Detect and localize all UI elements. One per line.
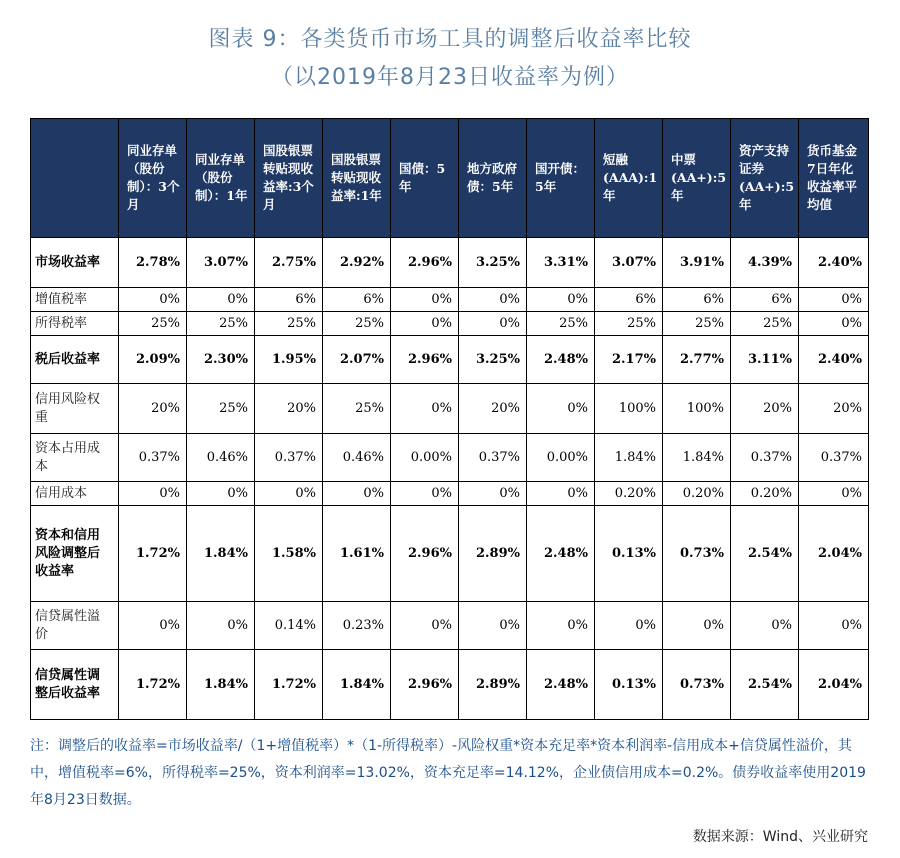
table-cell: 3.25% [459, 336, 527, 384]
table-cell: 25% [323, 312, 391, 336]
table-cell: 4.39% [731, 238, 799, 288]
table-cell: 0.00% [527, 434, 595, 482]
row-label: 信贷属性溢价 [31, 602, 119, 650]
table-cell: 0% [255, 482, 323, 506]
table-cell: 0.73% [663, 650, 731, 720]
table-cell: 0% [527, 384, 595, 434]
column-header: 国股银票转贴现收益率:3个月 [255, 119, 323, 238]
table-cell: 1.84% [187, 506, 255, 602]
table-cell: 6% [595, 288, 663, 312]
table-cell: 25% [119, 312, 187, 336]
table-cell: 100% [595, 384, 663, 434]
table-cell: 0.23% [323, 602, 391, 650]
table-row [31, 312, 869, 336]
table-cell: 2.48% [527, 336, 595, 384]
table-cell: 2.77% [663, 336, 731, 384]
table-cell: 0% [799, 602, 869, 650]
table-row [31, 650, 869, 720]
table-cell: 0% [119, 602, 187, 650]
table-cell: 20% [119, 384, 187, 434]
table-cell: 25% [255, 312, 323, 336]
table-cell: 20% [255, 384, 323, 434]
table-cell: 1.84% [187, 650, 255, 720]
table-cell: 25% [731, 312, 799, 336]
table-cell: 0% [391, 602, 459, 650]
table-cell: 2.17% [595, 336, 663, 384]
table-cell: 1.95% [255, 336, 323, 384]
column-header: 短融(AAA):1年 [595, 119, 663, 238]
table-cell: 0% [459, 312, 527, 336]
table-cell: 0% [799, 482, 869, 506]
table-cell: 0% [459, 288, 527, 312]
table-cell: 0.46% [323, 434, 391, 482]
table-cell: 0% [119, 288, 187, 312]
table-cell: 0% [663, 602, 731, 650]
table-cell: 0% [799, 288, 869, 312]
column-header: 同业存单（股份制）：3个月 [119, 119, 187, 238]
footnote: 注：调整后的收益率=市场收益率/（1+增值税率）*（1-所得税率）-风险权重*资本充足率*资本利润率-信用成本+信贷属性溢价，其中，增值税率=6%，所得税率=25%，资本利润率=13.02%，资本充足率=14.12%，企业债信用成本=0.2%。债券收益率使用2019年8月23日数据。 [30, 738, 866, 808]
table-cell: 2.48% [527, 650, 595, 720]
table-cell: 6% [323, 288, 391, 312]
table-cell: 2.07% [323, 336, 391, 384]
table-cell: 0.73% [663, 506, 731, 602]
page-subtitle: （以2019年8月23日收益率为例） [271, 65, 629, 90]
table-cell: 2.96% [391, 650, 459, 720]
table-cell: 2.75% [255, 238, 323, 288]
table-cell: 0.13% [595, 506, 663, 602]
column-header: 国债：5年 [391, 119, 459, 238]
table-cell: 3.91% [663, 238, 731, 288]
table-cell: 25% [323, 384, 391, 434]
table-cell: 0.20% [663, 482, 731, 506]
table-row [31, 336, 869, 384]
column-header: 资产支持证券(AA+):5年 [731, 119, 799, 238]
table-cell: 0% [799, 312, 869, 336]
row-label: 信用风险权重 [31, 384, 119, 434]
table-cell: 20% [459, 384, 527, 434]
row-label: 信贷属性调整后收益率 [31, 650, 119, 720]
table-cell: 25% [527, 312, 595, 336]
table-cell: 3.07% [595, 238, 663, 288]
table-cell: 2.78% [119, 238, 187, 288]
table-cell: 0.37% [799, 434, 869, 482]
row-label: 增值税率 [31, 288, 119, 312]
table-cell: 25% [187, 384, 255, 434]
table-cell: 3.31% [527, 238, 595, 288]
table-cell: 2.54% [731, 506, 799, 602]
table-cell: 3.25% [459, 238, 527, 288]
table-cell: 0% [391, 482, 459, 506]
table-row [31, 288, 869, 312]
table-cell: 0.14% [255, 602, 323, 650]
table-cell: 1.72% [119, 506, 187, 602]
table-cell: 0% [187, 602, 255, 650]
table-cell: 2.30% [187, 336, 255, 384]
table-cell: 0.20% [595, 482, 663, 506]
table-cell: 2.89% [459, 506, 527, 602]
table-cell: 2.48% [527, 506, 595, 602]
table-cell: 1.72% [119, 650, 187, 720]
column-header: 货币基金7日年化收益率平均值 [799, 119, 869, 238]
table-cell: 0% [187, 288, 255, 312]
table-cell: 20% [731, 384, 799, 434]
data-source: 数据来源：Wind、兴业研究 [692, 829, 868, 845]
table-cell: 0% [119, 482, 187, 506]
table-cell: 3.11% [731, 336, 799, 384]
column-header: 地方政府债：5年 [459, 119, 527, 238]
table-cell: 2.40% [799, 336, 869, 384]
table-cell: 25% [663, 312, 731, 336]
table-cell: 2.89% [459, 650, 527, 720]
column-header: 国股银票转贴现收益率:1年 [323, 119, 391, 238]
table-cell: 2.09% [119, 336, 187, 384]
table-row [31, 602, 869, 650]
table-cell: 6% [663, 288, 731, 312]
table-cell: 0.00% [391, 434, 459, 482]
table-cell: 0.37% [255, 434, 323, 482]
table-cell: 0% [459, 482, 527, 506]
table-cell: 6% [255, 288, 323, 312]
row-label: 所得税率 [31, 312, 119, 336]
row-label: 信用成本 [31, 482, 119, 506]
table-row [31, 482, 869, 506]
row-label: 资本和信用风险调整后收益率 [31, 506, 119, 602]
table-cell: 0.37% [119, 434, 187, 482]
table-cell: 0% [731, 602, 799, 650]
table-cell: 25% [187, 312, 255, 336]
table-cell: 1.58% [255, 506, 323, 602]
table-cell: 2.40% [799, 238, 869, 288]
table-row [31, 384, 869, 434]
table-cell: 0% [391, 288, 459, 312]
yield-comparison-table [30, 118, 869, 720]
table-cell: 0% [323, 482, 391, 506]
column-header: 中票(AA+):5年 [663, 119, 731, 238]
table-cell: 0.37% [459, 434, 527, 482]
table-cell: 2.96% [391, 238, 459, 288]
table-cell: 1.61% [323, 506, 391, 602]
table-cell: 0% [187, 482, 255, 506]
table-cell: 0% [595, 602, 663, 650]
page-title: 图表 9：各类货币市场工具的调整后收益率比较 [208, 27, 692, 52]
table-cell: 2.96% [391, 336, 459, 384]
table-row [31, 434, 869, 482]
table-cell: 2.92% [323, 238, 391, 288]
table-cell: 2.04% [799, 506, 869, 602]
table-cell: 2.54% [731, 650, 799, 720]
table-cell: 0.13% [595, 650, 663, 720]
table-cell: 0% [391, 384, 459, 434]
table-cell: 0% [527, 482, 595, 506]
table-cell: 0% [391, 312, 459, 336]
table-cell: 1.72% [255, 650, 323, 720]
table-cell: 20% [799, 384, 869, 434]
table-cell: 0.46% [187, 434, 255, 482]
row-label: 资本占用成本 [31, 434, 119, 482]
table-cell: 0% [527, 288, 595, 312]
table-cell: 6% [731, 288, 799, 312]
table-cell: 3.07% [187, 238, 255, 288]
table-cell: 2.96% [391, 506, 459, 602]
column-header: 国开债：5年 [527, 119, 595, 238]
table-cell: 2.04% [799, 650, 869, 720]
header-corner [31, 119, 119, 238]
table-cell: 25% [595, 312, 663, 336]
table-cell: 1.84% [663, 434, 731, 482]
table-cell: 0.20% [731, 482, 799, 506]
table-header-row [31, 119, 869, 238]
table-row [31, 506, 869, 602]
row-label: 市场收益率 [31, 238, 119, 288]
table-row [31, 238, 869, 288]
column-header: 同业存单（股份制）：1年 [187, 119, 255, 238]
table-cell: 0% [459, 602, 527, 650]
table-cell: 100% [663, 384, 731, 434]
row-label: 税后收益率 [31, 336, 119, 384]
table-cell: 1.84% [323, 650, 391, 720]
table-cell: 1.84% [595, 434, 663, 482]
table-cell: 0% [527, 602, 595, 650]
table-cell: 0.37% [731, 434, 799, 482]
